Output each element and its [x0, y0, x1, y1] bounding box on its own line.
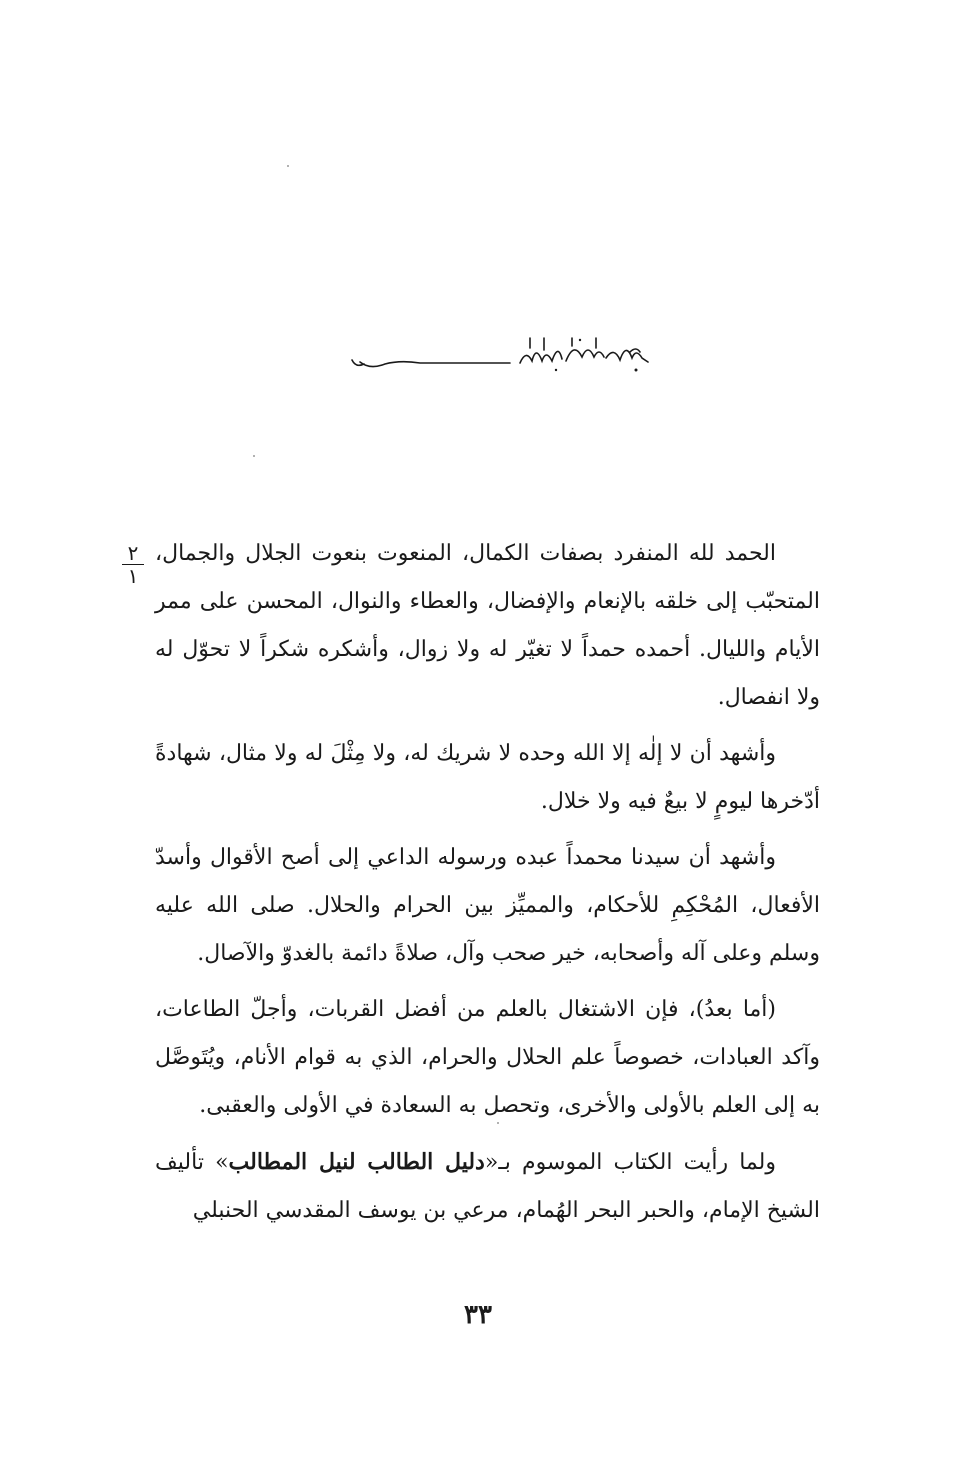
body-text	[155, 530, 820, 1235]
paragraph-knowledge: (أما بعدُ)، فإن الاشتغال بالعلم من أفضل القربات، وأجلّ الطاعات، وآكد العبادات، خصوصاً علم الحلال والحرام، الذي به قوام الأنام، ويُتَوصَّل به إلى العلم بالأولى والأخرى، وتحصل به السعادة في الأولى والعقبى.	[155, 997, 820, 1118]
book-title: دليل الطالب لنيل المطالب	[228, 1149, 485, 1175]
margin-reference-top: ٢	[122, 543, 144, 565]
paper-speck	[287, 165, 289, 167]
paragraph-praise: الحمد لله المنفرد بصفات الكمال، المنعوت بنعوت الجلال والجمال، المتحبّب إلى خلقه بالإنعام والإفضال، والعطاء والنوال، المحسن على ممر الأيام والليال. أحمده حمداً لا تغيّر له ولا زوال، وأشكره شكراً لا تحوّل له ولا انفصال.	[155, 541, 820, 710]
paragraph-testimony: وأشهد أن لا إلٰه إلا الله وحده لا شريك له، ولا مِثْلَ له ولا مثال، شهادةً أدّخرها ليومٍ لا بيعٌ فيه ولا خلال.	[155, 741, 820, 814]
book-intro-before: ولما رأيت الكتاب الموسوم بـ«	[484, 1150, 776, 1175]
page-number: ٣٣	[464, 1300, 492, 1330]
paragraph-prophet: وأشهد أن سيدنا محمداً عبده ورسوله الداعي إلى أصح الأقوال وأسدّ الأفعال، المُحْكِمِ للأحكام، والمميِّز بين الحرام والحلال. صلى الله عليه وسلم وعلى آله وأصحابه، خير صحب وآل، صلاةً دائمة بالغدوّ والآصال.	[155, 845, 820, 966]
book-intro-after: » تأليف الشيخ الإمام، والحبر البحر الهُمام، مرعي بن يوسف المقدسي الحنبلي	[155, 1150, 820, 1223]
margin-reference-bottom: ١	[127, 564, 139, 588]
paragraph-book-intro	[155, 1138, 820, 1235]
basmala-ornament-icon	[330, 330, 660, 380]
paper-speck	[253, 455, 255, 457]
basmala-calligraphy	[330, 330, 660, 380]
paper-speck	[497, 1122, 499, 1124]
margin-reference	[122, 543, 144, 586]
